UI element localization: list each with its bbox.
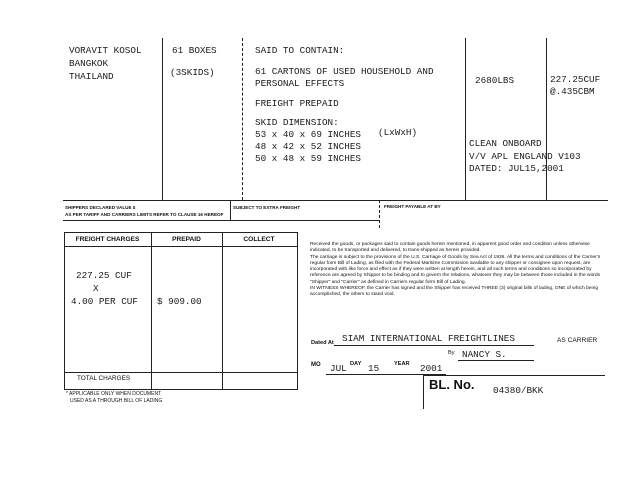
skid-dimension-1: 53 x 40 x 69 INCHES <box>255 129 362 140</box>
measurement-cuf: 227.25CUF <box>550 74 601 85</box>
declared-divider-1 <box>230 200 231 220</box>
said-to-contain: SAID TO CONTAIN: <box>255 45 345 56</box>
bl-number-value: 04380/BKK <box>493 385 544 396</box>
onboard-line3: DATED: JUL15,2001 <box>469 163 564 174</box>
bl-number-label: BL. No. <box>429 377 475 392</box>
charges-total-rule <box>64 372 297 373</box>
dated-at-label: Dated At <box>311 340 334 346</box>
col-divider-packages-dashed <box>242 38 243 200</box>
header-freight-charges: FREIGHT CHARGES <box>75 236 140 243</box>
day-value: 15 <box>368 363 380 374</box>
declared-top-rule <box>63 200 608 201</box>
onboard-line2: V/V APL ENGLAND V103 <box>469 151 581 162</box>
carrier-name: SIAM INTERNATIONAL FREIGHTLINES <box>342 333 515 344</box>
as-carrier-label: AS CARRIER <box>557 337 598 344</box>
gross-weight: 2680LBS <box>475 75 515 86</box>
note-line1: * APPLICABLE ONLY WHEN DOCUMENT <box>66 391 162 397</box>
month-value: JUL <box>330 363 347 374</box>
declared-clause-label: AS PER TARIFF AND CARRIERS LIMITS REFER TO CLAUSE 16 HEREOF <box>65 212 224 217</box>
year-value: 2001 <box>420 363 443 374</box>
extra-freight-label: SUBJECT TO EXTRA FREIGHT <box>233 205 301 210</box>
terms-paragraph-received: Received the goods, or packages said to contain goods herein mentioned, in apparent good order and condition unless otherwise indicated, to be transported and delivered, to trans-shipped as herein provided. <box>310 242 590 254</box>
consignee-city: BANGKOK <box>69 58 109 69</box>
col-divider-consignee <box>162 38 163 200</box>
terms-paragraph-witness: IN WITNESS WHEREOF, the Carrier has signed and the Shipper has received THREE (3) original bills of lading, ONE of which being accomplished, the others to stand void. <box>310 286 599 298</box>
year-label: YEAR <box>394 361 410 367</box>
description-line2: PERSONAL EFFECTS <box>255 78 345 89</box>
charges-col-divider-2 <box>222 232 223 389</box>
col-divider-measure <box>546 38 547 200</box>
calc-times: X <box>93 283 99 294</box>
header-prepaid: PREPAID <box>172 236 201 243</box>
declared-value-label: SHIPPERS DECLARED VALUE $ <box>65 205 136 210</box>
signer-name: NANCY S. <box>462 349 507 360</box>
signer-rule <box>458 360 534 361</box>
total-charges-label: TOTAL CHARGES <box>77 375 131 382</box>
measurement-cbm: @.435CBM <box>550 86 595 97</box>
note-line2: USED AS A THROUGH BILL OF LADING <box>70 398 163 404</box>
freight-prepaid: FREIGHT PREPAID <box>255 98 339 109</box>
terms-block <box>310 242 603 299</box>
header-collect: COLLECT <box>243 236 275 243</box>
charges-col-divider-1 <box>151 232 152 389</box>
by-label: By <box>448 350 455 356</box>
package-count: 61 BOXES <box>172 45 217 56</box>
declared-bottom-rule <box>63 220 380 221</box>
month-label: MO <box>311 362 321 368</box>
onboard-line1: CLEAN ONBOARD <box>469 138 542 149</box>
skid-dimension-title: SKID DIMENSION: <box>255 117 339 128</box>
calc-cuf: 227.25 CUF <box>76 270 132 281</box>
charges-table <box>64 232 298 390</box>
day-label: DAY <box>350 361 362 367</box>
skid-dimension-3: 50 x 48 x 59 INCHES <box>255 153 362 164</box>
col-divider-weight <box>465 38 466 200</box>
freight-payable-label: FREIGHT PAYABLE AT BY <box>384 204 441 209</box>
package-skids: (3SKIDS) <box>170 67 215 78</box>
consignee-name: VORAVIT KOSOL <box>69 45 142 56</box>
declared-divider-2 <box>379 200 380 228</box>
skid-dimension-2: 48 x 42 x 52 INCHES <box>255 141 362 152</box>
prepaid-amount: $ 909.00 <box>157 296 202 307</box>
description-line1: 61 CARTONS OF USED HOUSEHOLD AND <box>255 66 434 77</box>
carrier-rule <box>334 345 534 346</box>
consignee-country: THAILAND <box>69 71 114 82</box>
skid-dimension-unit: (LxWxH) <box>378 127 418 138</box>
terms-paragraph-carriage: The carriage is subject to the provisions of the U.S. Carriage of Goods by Sea Act of 1936. All the terms and conditions of the Carrier's regular form Bill of Lading, as filed with the Federal Maritime Commission available to any shipper or consignee upon request, are incorporated with like force and effect as if they were written at length herein, and all such terms and conditions so incorporated by reference are agreed by Shipper to be binding and to govern the relations, whatever they may be between those included in the words "Shipper" and "Carrier" as defined in Carriers regular form Bill of Lading. <box>310 254 601 285</box>
charges-header-rule <box>64 246 297 247</box>
calc-rate: 4.00 PER CUF <box>71 296 138 307</box>
